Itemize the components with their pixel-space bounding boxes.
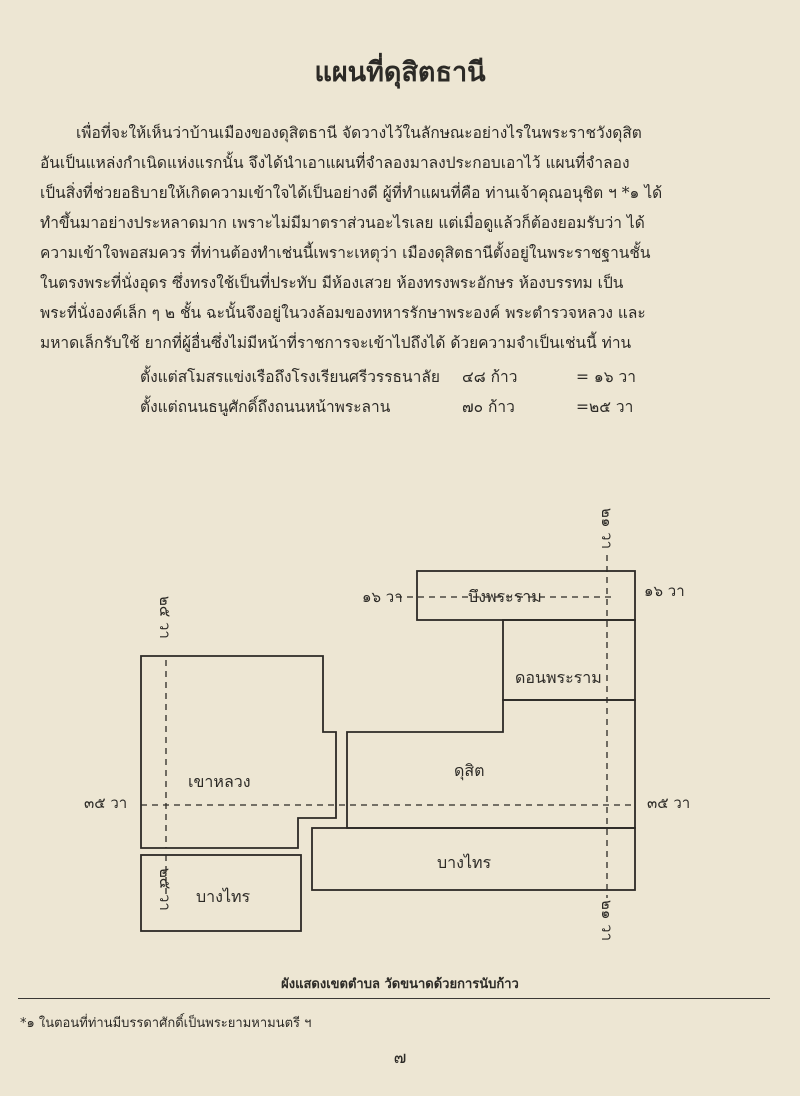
paragraph-line: ความเข้าใจพอสมควร ที่ท่านต้องทำเช่นนี้เพราะเหตุว่า เมืองดุสิตธานีตั้งอยู่ในพระราชฐานชั้น [40,244,651,262]
dim-label-mid-right: ๓๕ วา [647,794,691,812]
dim-label-top-right: ๑๖ วา [644,582,685,600]
distance-steps: ๗๐ ก้าว [462,398,515,416]
dim-label-vertical-top: ๒๑ วา [598,508,616,550]
distance-wa: =๒๕ วา [576,398,634,416]
map-label-don-phra-ram: ดอนพระราม [515,668,602,687]
paragraph-line: พระที่นั่งองค์เล็ก ๆ ๒ ชั้น ฉะนั้นจึงอยู่ในวงล้อมของทหารรักษาพระองค์ พระตำรวจหลวง และ [40,304,646,322]
dim-label-left-bottom: ๒๕ วา [156,868,174,911]
map-label-bang-sai-right: บางไทร [437,853,492,872]
paragraph-line: เพื่อที่จะให้เห็นว่าบ้านเมืองของดุสิตธานี จัดวางไว้ในลักษณะอย่างไรในพระราชวังดุสิต [76,124,642,142]
paragraph-line: มหาดเล็กรับใช้ ยากที่ผู้อื่นซึ่งไม่มีหน้าที่ราชการจะเข้าไปถึงได้ ด้วยความจำเป็นเช่นนี้ ท่าน [40,334,632,352]
footnote-divider [18,998,770,999]
map-label-bang-sai-left: บางไทร [196,887,251,906]
paragraph-line: อันเป็นแหล่งกำเนิดแห่งแรกนั้น จึงได้นำเอาแผนที่จำลองมาลงประกอบเอาไว้ แผนที่จำลอง [40,154,630,172]
dim-label-vertical-bottom: ๒๑ วา [598,900,616,942]
distance-desc: ตั้งแต่สโมสรแข่งเรือถึงโรงเรียนศรีวรรธนาลัย [140,368,440,386]
dim-label-left-top: ๒๕ วา [156,596,174,639]
distance-row [140,362,700,392]
map-area-dusit [347,700,635,828]
distance-row [140,392,700,422]
page-title: แผนที่ดุสิตธานี [314,57,486,88]
map-label-khao-luang: เขาหลวง [188,772,251,791]
paragraph-line: ในตรงพระที่นั่งอุดร ซึ่งทรงใช้เป็นที่ประทับ มีห้องเสวย ห้องทรงพระอักษร ห้องบรรทม เป็น [40,274,624,292]
body-paragraph [40,118,762,358]
dim-label-mid-left: ๓๕ วา [84,794,128,812]
map-area-khao-luang [141,656,336,848]
map-area-don-phra-ram [503,620,635,700]
paragraph-line: ทำขึ้นมาอย่างประหลาดมาก เพราะไม่มีมาตราส่วนอะไรเลย แต่เมื่อดูแล้วก็ต้องยอมรับว่า ได้ [40,214,645,232]
footnote: *๑ ในตอนที่ท่านมีบรรดาศักดิ์เป็นพระยามหามนตรี ฯ [20,1016,312,1031]
page-number: ๗ [393,1048,407,1068]
paragraph-line: เป็นสิ่งที่ช่วยอธิบายให้เกิดความเข้าใจได้เป็นอย่างดี ผู้ที่ทำแผนที่คือ ท่านเจ้าคุณอนุชิต ฯ *๑ ได้ [40,184,663,202]
district-map [0,490,800,960]
dim-label-top-left: ๑๖ วา [362,588,403,606]
distance-wa: = ๑๖ วา [576,368,636,386]
distance-steps: ๔๘ ก้าว [462,368,518,386]
distance-table [140,362,700,422]
map-label-bueng-phra-ram: บึงพระราม [468,587,542,606]
map-label-dusit: ดุสิต [454,761,485,780]
map-caption: ผังแสดงเขตตำบล วัดขนาดด้วยการนับก้าว [281,977,519,992]
distance-desc: ตั้งแต่ถนนธนูศักดิ์ถึงถนนหน้าพระลาน [140,398,391,416]
